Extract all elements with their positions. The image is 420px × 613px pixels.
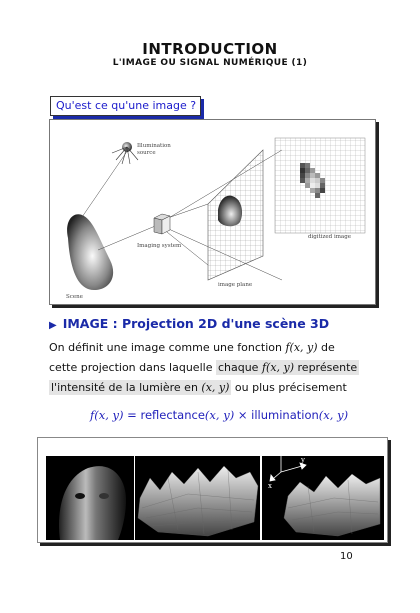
page-title: INTRODUCTION — [142, 40, 278, 58]
formula-text: = reflectance — [123, 408, 205, 422]
paragraph-line-3 — [49, 381, 347, 394]
imaging-diagram — [49, 119, 376, 305]
axis-label-x: x — [268, 482, 272, 490]
highlight — [49, 380, 231, 395]
scene-label: Scene — [66, 294, 83, 300]
para-text: cette projection dans laquelle — [49, 361, 216, 374]
section-heading-text: IMAGE : Projection 2D d'une scène 3D — [62, 316, 330, 331]
imaging-system-label: Imaging system — [137, 243, 182, 249]
para-text: On définit une image comme une fonction — [49, 341, 286, 354]
image-plane-label: image plane — [218, 282, 253, 288]
question-box: Qu'est ce qu'une image ? — [50, 96, 201, 116]
math-fxy: f(x, y) — [285, 341, 318, 354]
page-subtitle: L'IMAGE OU SIGNAL NUMÉRIQUE (1) — [112, 58, 308, 68]
page-number: 10 — [340, 551, 353, 562]
math-fxy: f(x, y) — [261, 361, 295, 374]
paragraph-line-1 — [49, 341, 335, 354]
axis-label-f: f(x,y) — [284, 445, 305, 454]
imaging-system-icon — [154, 214, 170, 234]
formula-arg: (x, y) — [204, 408, 235, 422]
axis-label-y: y — [301, 456, 305, 464]
illumination-label-2: source — [137, 150, 156, 156]
illumination-label: Illumination — [137, 143, 171, 149]
highlight — [216, 360, 359, 375]
para-text: l'intensité de la lumière en — [51, 381, 202, 394]
math-xy: (x, y) — [201, 381, 230, 394]
surface-figure — [37, 437, 388, 543]
triangle-bullet-icon: ▶ — [49, 320, 57, 331]
para-text: chaque — [217, 361, 262, 374]
paragraph-line-2 — [49, 361, 359, 374]
para-text: représente — [294, 361, 358, 374]
para-text: de — [317, 341, 335, 354]
imaging-diagram-svg — [50, 120, 375, 304]
digitized-label: digitized image — [308, 234, 351, 240]
formula-lhs: f(x, y) — [90, 408, 124, 422]
surface-figure-svg — [38, 438, 387, 542]
formula — [90, 408, 348, 422]
formula-text: × illumination — [234, 408, 319, 422]
para-text: ou plus précisement — [231, 381, 347, 394]
section-heading — [49, 316, 329, 331]
formula-arg: (x, y) — [318, 408, 349, 422]
scene-object — [67, 214, 113, 290]
